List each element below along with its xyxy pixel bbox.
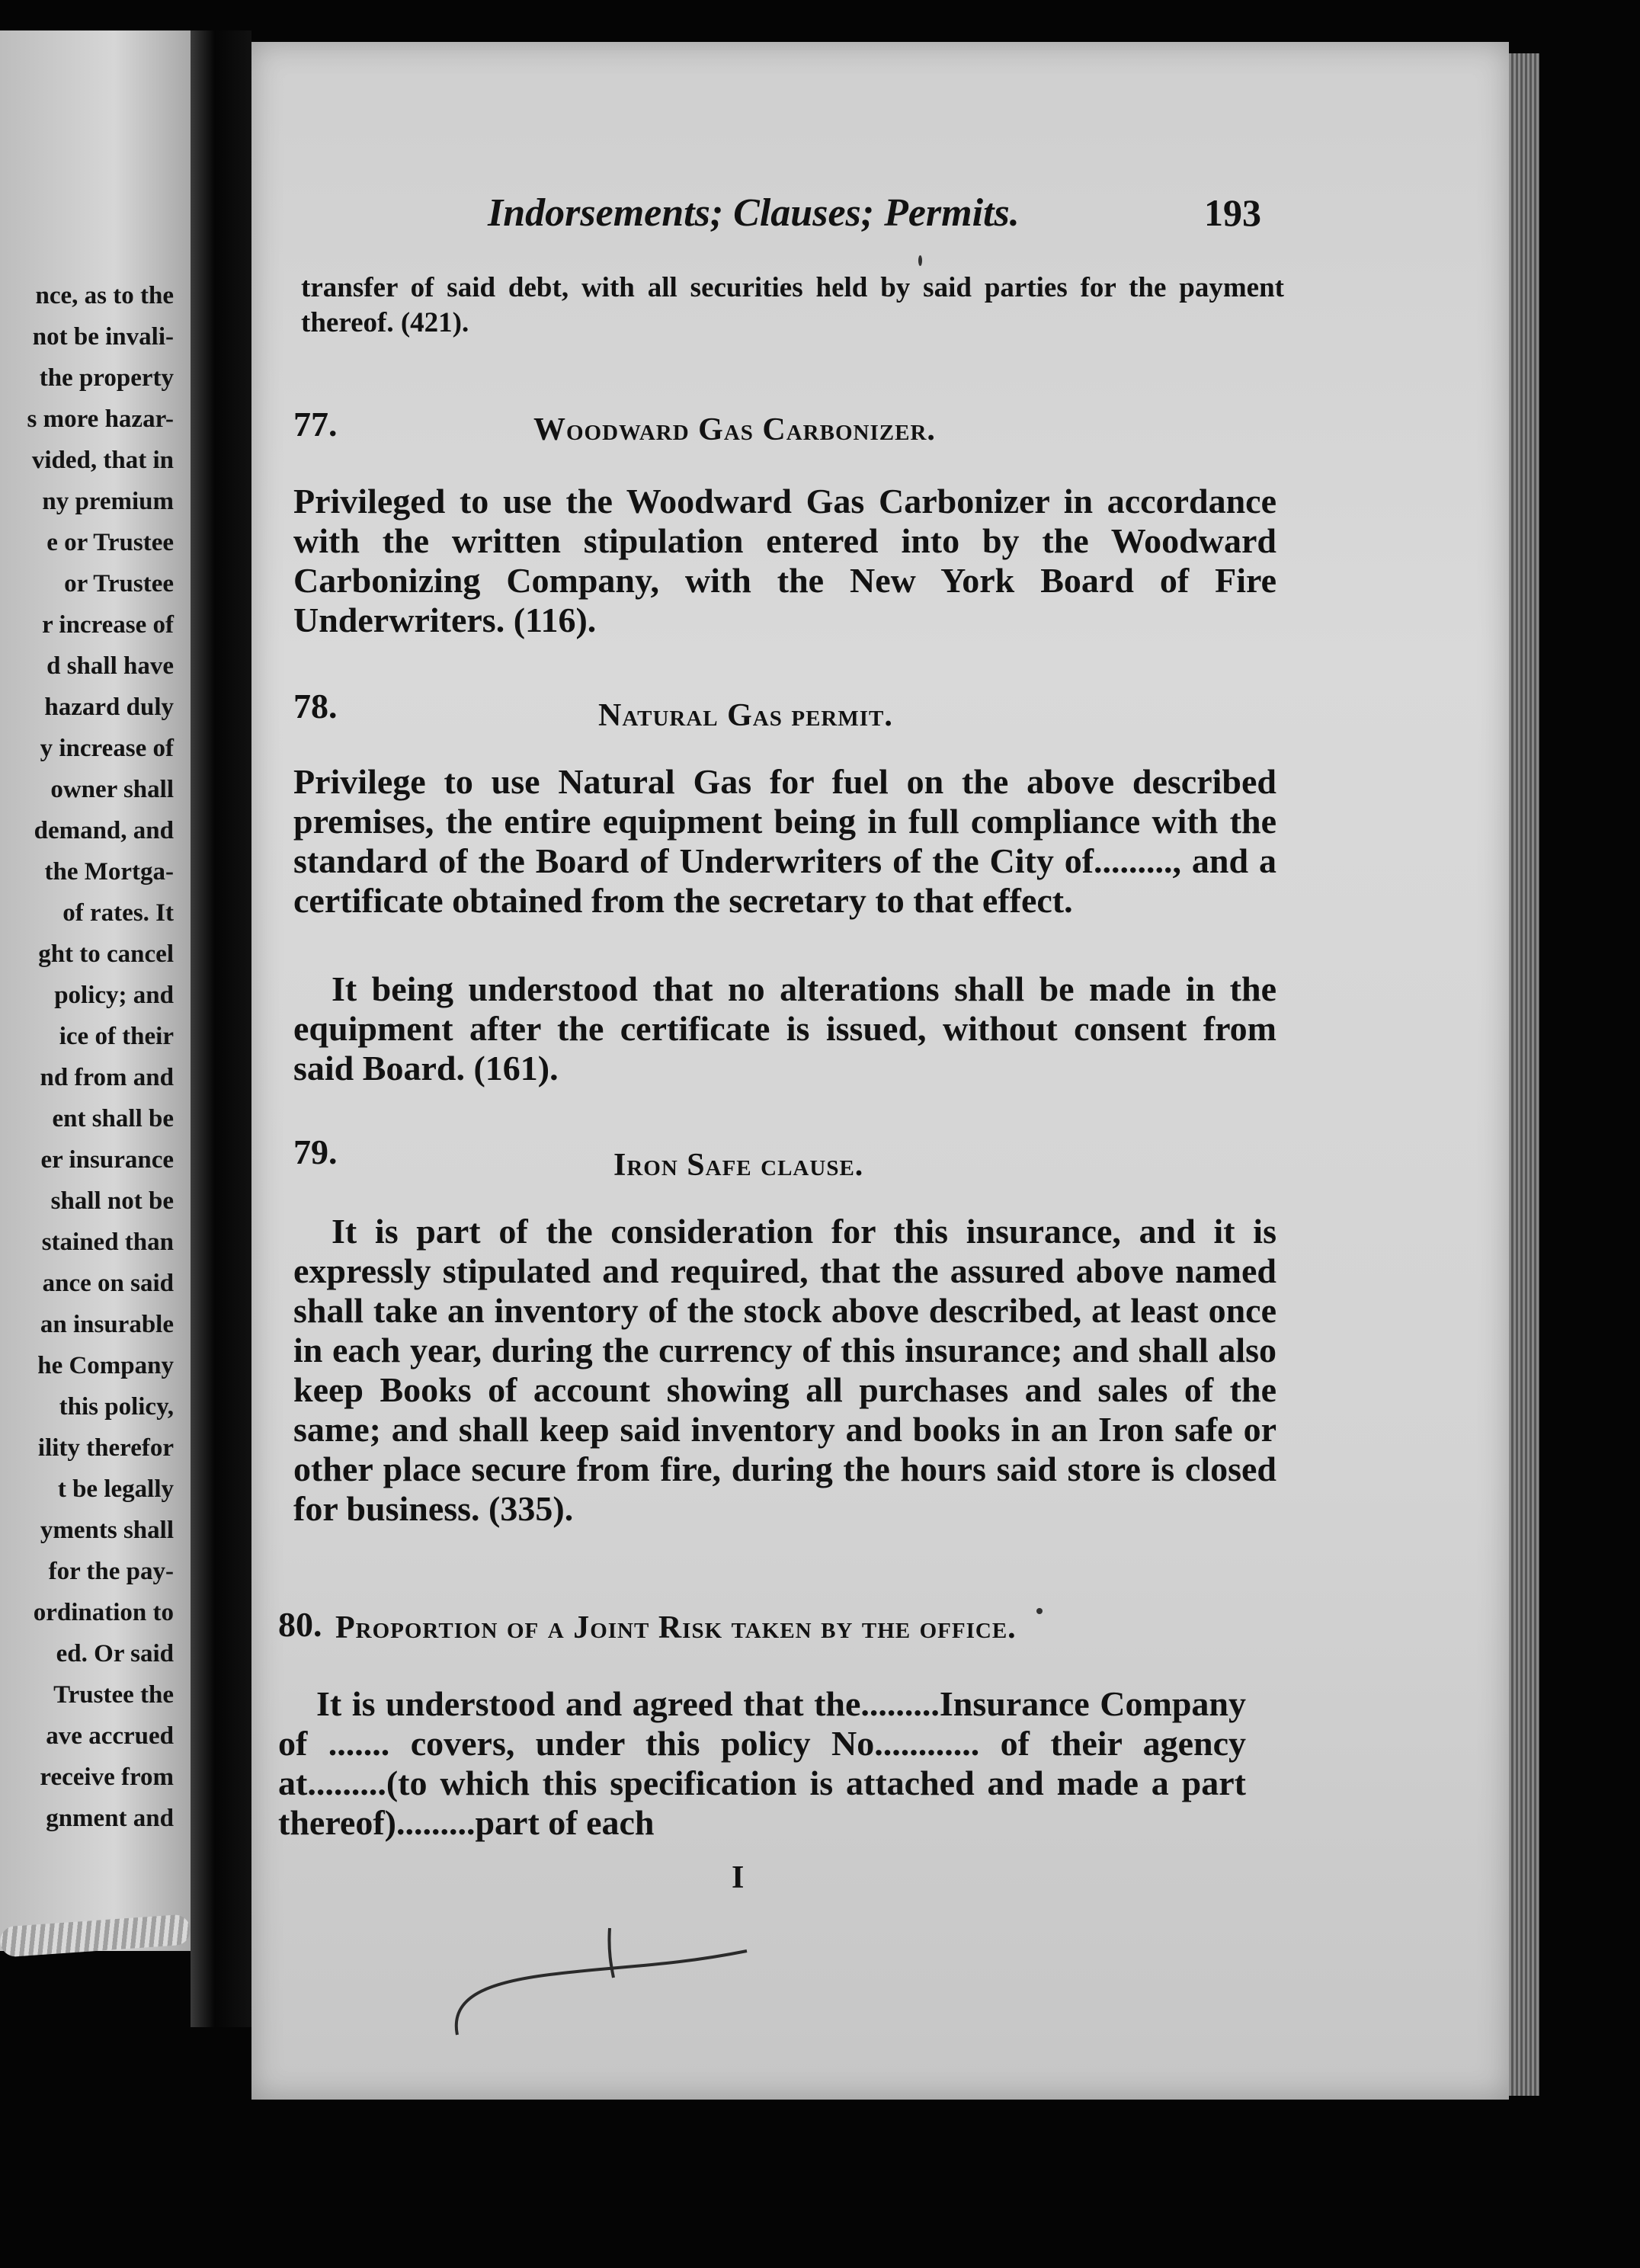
left-page-line: the property [39, 364, 174, 392]
section-79-paragraph: It is part of the consideration for this insurance, and it is expressly stipulated and required, that the assured above named shall take an inventory of the stock above described, at least once in each year, during the currency of this insurance; and shall also keep Books of account showing all purchases and sales of the same; and shall keep said inventory and books in an Iron safe or other place secure from fire, during the hours said store is closed for business. (335). [293, 1212, 1276, 1528]
book-gutter [191, 30, 251, 2027]
section-79-number: 79. [293, 1132, 338, 1171]
left-page-line: nd from and [40, 1064, 174, 1091]
left-page-line: stained than [41, 1228, 174, 1256]
page-number: 193 [1204, 191, 1261, 234]
left-page-line: er insurance [40, 1146, 174, 1174]
intro-paragraph: transfer of said debt, with all securities held by said parties for the payment thereof. (421). [301, 272, 1284, 338]
left-page-line: hazard duly [44, 694, 174, 721]
section-80-number: 80. [278, 1605, 322, 1644]
ink-speck [918, 255, 922, 266]
section-79-title: Iron Safe clause. [613, 1148, 864, 1183]
left-page-line: not be invali- [32, 323, 174, 351]
left-page-line: ny premium [42, 488, 174, 515]
left-page-line: receive from [40, 1763, 174, 1791]
left-page-line: nce, as to the [35, 282, 174, 309]
left-page-line: shall not be [50, 1187, 174, 1215]
section-78-paragraph-1: Privilege to use Natural Gas for fuel on the above described premises, the entire equipment being in full compliance with the standard of the Board of Underwriters of the City of........., and a certificate obtained from the secretary to that effect. [293, 762, 1276, 920]
left-page-line: he Company [37, 1352, 174, 1379]
left-page-line: ed. Or said [56, 1640, 174, 1667]
section-78-paragraph-2: It being understood that no alterations shall be made in the equipment after the certificate is issued, without consent from said Board. (161). [293, 969, 1276, 1088]
left-page-line: y increase of [40, 735, 174, 762]
section-80-paragraph: It is understood and agreed that the.........Insurance Company of ....... covers, under this policy No............ of their agency at.........(to which this specification is attached and made a part thereof).........part of each [278, 1684, 1246, 1842]
left-page-line: t be legally [57, 1475, 174, 1503]
left-page-line: d shall have [46, 652, 174, 680]
left-page-line: r increase of [42, 611, 174, 639]
left-page-line: this policy, [59, 1393, 174, 1421]
left-page-line: ave accrued [46, 1722, 174, 1750]
left-page-line: the Mortga- [44, 858, 174, 886]
section-78-title: Natural Gas permit. [598, 698, 893, 733]
left-page-line: e or Trustee [46, 529, 174, 556]
left-page-fragment [0, 30, 191, 1951]
left-page-line: s more hazar- [27, 405, 174, 433]
section-80-title: Proportion of a Joint Risk taken by the office. [335, 1610, 1017, 1645]
pencil-scribble [442, 1920, 777, 2042]
left-page-line: demand, and [34, 817, 174, 844]
left-page-line: ance on said [42, 1270, 174, 1297]
section-78-number: 78. [293, 687, 338, 726]
ink-speck [1036, 1608, 1043, 1614]
section-77-title: Woodward Gas Carbonizer. [533, 412, 936, 447]
left-page-line: an insurable [40, 1311, 174, 1338]
left-page-line: ent shall be [52, 1105, 174, 1132]
left-page-line: yments shall [40, 1517, 174, 1544]
left-page-line: of rates. It [62, 899, 174, 927]
left-page-line: ility therefor [37, 1434, 174, 1462]
section-77-number: 77. [293, 405, 338, 444]
left-page-line: ordination to [33, 1599, 174, 1626]
signature-mark: I [732, 1860, 745, 1895]
left-page-line: ice of their [59, 1023, 174, 1050]
left-page-line: ght to cancel [38, 940, 174, 968]
left-page-line: owner shall [50, 776, 174, 803]
left-page-line: for the pay- [48, 1558, 174, 1585]
running-header: Indorsements; Clauses; Permits. [488, 191, 1020, 235]
left-page-line: vided, that in [31, 447, 174, 474]
section-77-paragraph: Privileged to use the Woodward Gas Carbonizer in accordance with the written stipulation entered into by the Woodward Carbonizing Company, with the New York Board of Fire Underwriters. (116). [293, 482, 1276, 639]
page-edges [1509, 53, 1539, 2096]
left-page-line: policy; and [54, 982, 174, 1009]
left-page-line: Trustee the [53, 1681, 174, 1709]
left-page-line: gnment and [46, 1805, 174, 1832]
left-page-line: or Trustee [64, 570, 174, 597]
